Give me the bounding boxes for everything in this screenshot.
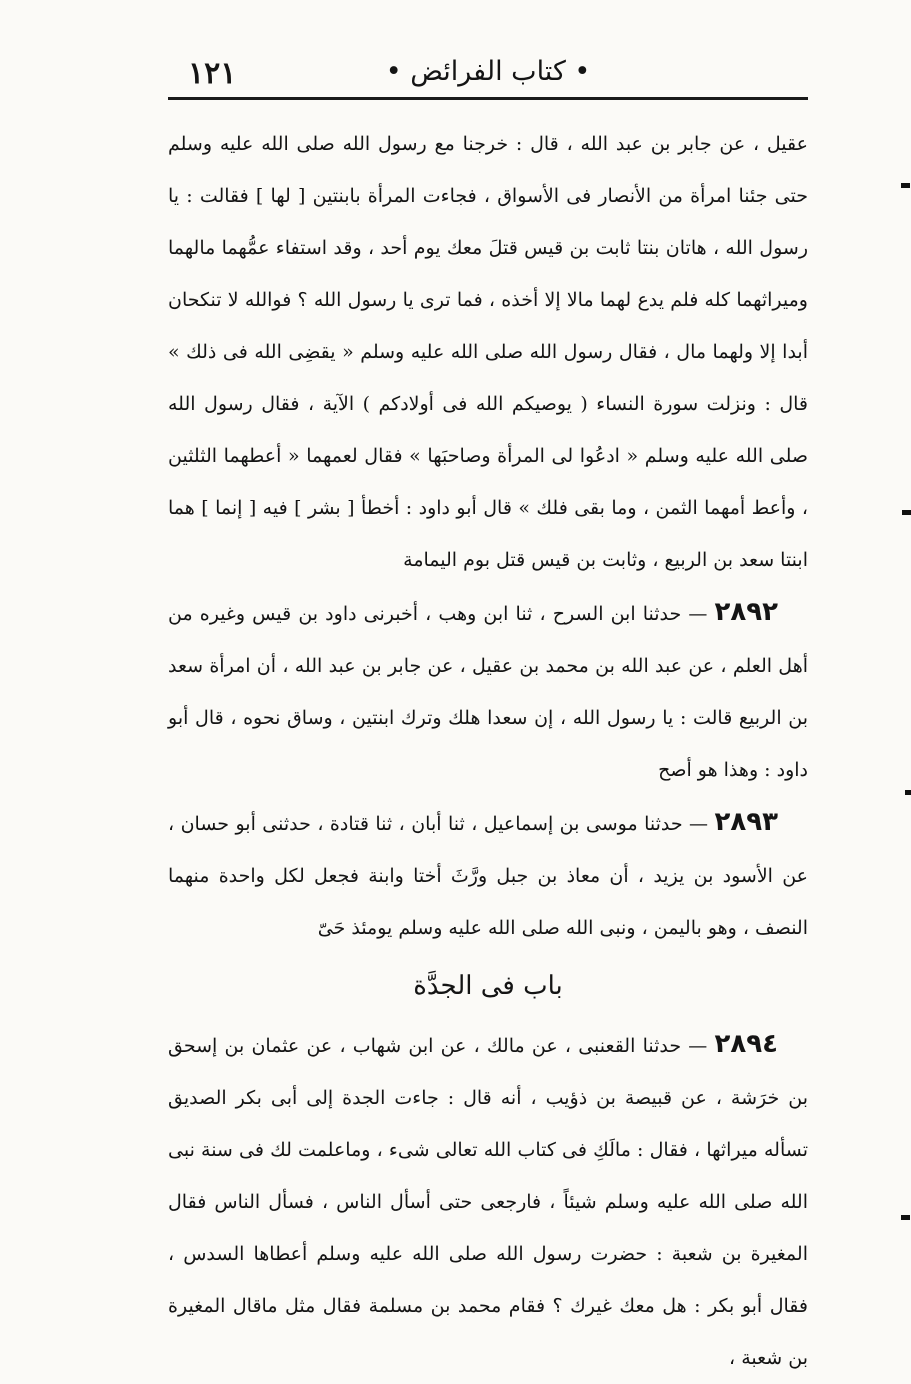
paragraph-intro: عقيل ، عن جابر بن عبد الله ، قال : خرجنا مع رسول الله صلى الله عليه وسلم حتى جئنا امرأة من الأنصار فى الأسواق ، فجاءت المرأة بابنتين [ لها ] فقالت : يا رسول الله ، هاتان بنتا ثابت بن قيس قتلَ معك يوم أحد ، وقد استفاء عمُّهما مالهما وميراثهما كله فلم يدع لهما مالا إلا أخذه ، فما ترى يا رسول الله ؟ فوالله لا تنكحان أبدا إلا ولهما مال ، فقال رسول الله صلى الله عليه وسلم « يقضِى الله فى ذلك » قال : ونزلت سورة النساء ( يوصيكم الله فى أولادكم ) الآية ، فقال رسول الله صلى الله عليه وسلم « ادعُوا لى المرأة وصاحبَها » فقال لعمهما « أعطهما الثلثين ، وأعط أمهما الثمن ، وما بقى فلك » قال أبو داود : أخطأ [ بشر ] فيه [ إنما ] هما ابنتا سعد بن الربيع ، وثابت بن قيس قتل بوم اليمامة [168, 133, 808, 571]
hadith-text: — حدثنا موسى بن إسماعيل ، ثنا أبان ، ثنا قتادة ، حدثنى أبو حسان ، عن الأسود بن يزيد ، أن معاذ بن جبل ورَّثَ أختا وابنة فجعل لكل واحدة منهما النصف ، وهو باليمن ، ونبى الله صلى الله عليه وسلم يومئذ حَىّ [168, 813, 808, 939]
page-header [168, 48, 808, 94]
page-number: ١٢١ [188, 56, 237, 91]
margin-mark [901, 1215, 910, 1220]
margin-mark [902, 510, 911, 515]
page-body [168, 118, 808, 1384]
margin-mark [905, 790, 911, 795]
hadith-2894 [168, 1018, 808, 1384]
hadith-text: — حدثنا القعنبى ، عن مالك ، عن ابن شهاب ، عن عثمان بن إسحق بن خرَشة ، عن قبيصة بن ذؤيب ، أنه قال : جاءت الجدة إلى أبى بكر الصديق تسأله ميراثها ، فقال : مالَكِ فى كتاب الله تعالى شىء ، وماعلمت لك فى سنة نبى الله صلى الله عليه وسلم شيئاً ، فارجعى حتى أسأل الناس ، فسأل الناس فقال المغيرة بن شعبة : حضرت رسول الله صلى الله عليه وسلم أعطاها السدس ، فقال أبو بكر : هل معك غيرك ؟ فقام محمد بن مسلمة فقال مثل ماقال المغيرة بن شعبة ، [168, 1035, 808, 1369]
header-rule [168, 97, 808, 100]
hadith-number: ٢٨٩٢ [714, 597, 778, 627]
hadith-number: ٢٨٩٤ [714, 1029, 778, 1059]
hadith-text: — حدثنا ابن السرح ، ثنا ابن وهب ، أخبرنى داود بن قيس وغيره من أهل العلم ، عن عبد الله بن محمد بن عقيل ، عن جابر بن عبد الله ، أن امرأة سعد بن الربيع قالت : يا رسول الله ، إن سعدا هلك وترك ابنتين ، وساق نحوه ، قال أبو داود : وهذا هو أصح [168, 603, 808, 781]
running-title: • كتاب الفرائض • [385, 56, 591, 87]
hadith-2893 [168, 796, 808, 954]
hadith-2892 [168, 586, 808, 796]
hadith-number: ٢٨٩٣ [714, 807, 778, 837]
chapter-title: باب فى الجدَّة [413, 971, 563, 1001]
margin-mark [901, 183, 910, 188]
